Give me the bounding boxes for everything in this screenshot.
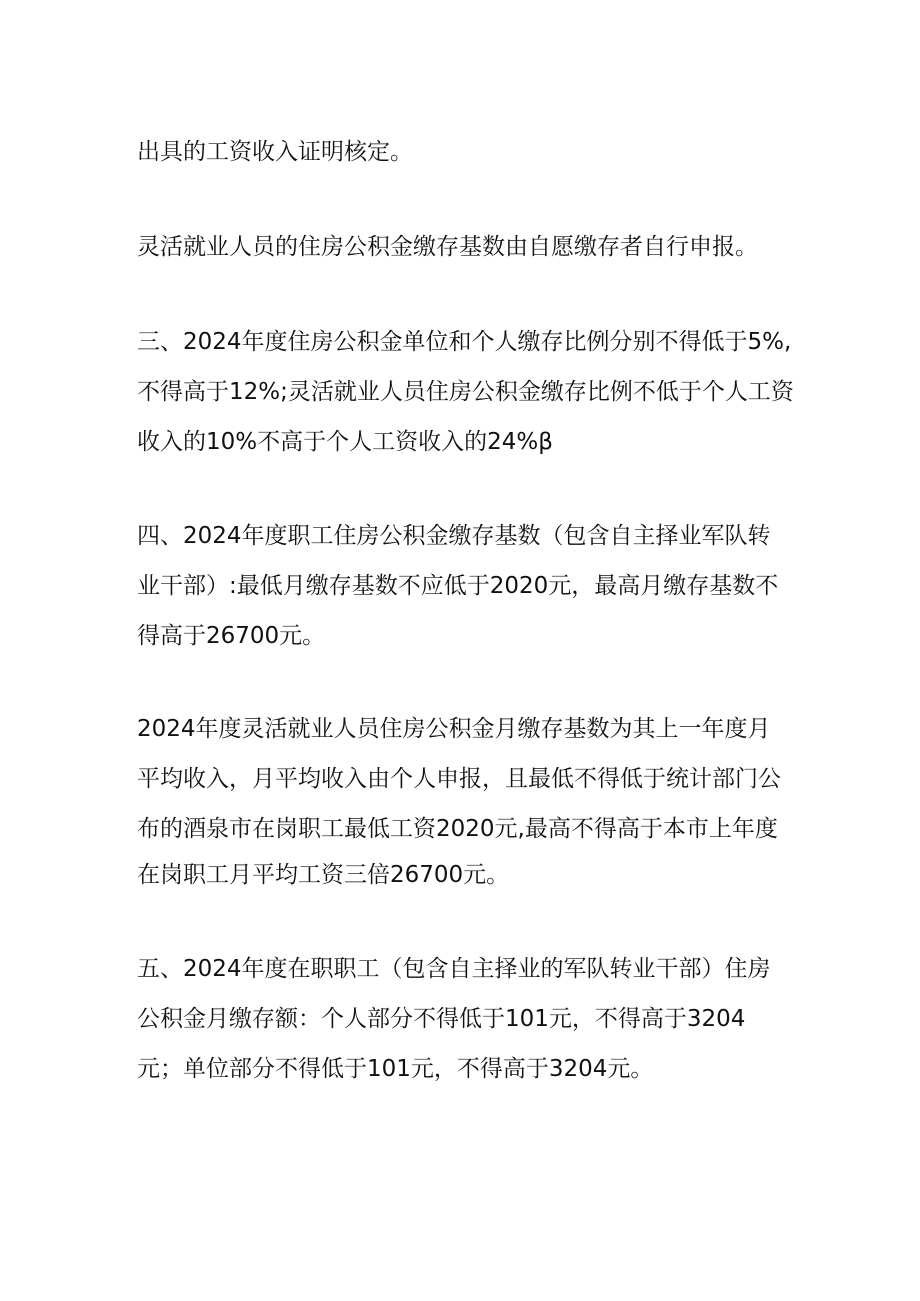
text-line-2: 灵活就业人员的住房公积金缴存基数由自愿缴存者自行申报。: [137, 234, 758, 260]
text-line-15: 元；单位部分不得低于101元，不得高于3204元。: [137, 1056, 654, 1082]
text-line-10: 平均收入，月平均收入由个人申报，且最低不得低于统计部门公: [137, 766, 781, 792]
text-line-8: 得高于26700元。: [137, 623, 326, 649]
text-line-14: 公积金月缴存额：个人部分不得低于101元，不得高于3204: [137, 1006, 746, 1032]
text-line-7: 业干部）:最低月缴存基数不应低于2020元，最高月缴存基数不: [137, 573, 779, 599]
text-line-5: 收入的10%不高于个人工资收入的24%β: [137, 429, 553, 455]
text-line-9: 2024年度灵活就业人员住房公积金月缴存基数为其上一年度月: [137, 716, 771, 742]
text-line-12: 在岗职工月平均工资三倍26700元。: [137, 862, 510, 888]
text-line-3: 三、2024年度住房公积金单位和个人缴存比例分别不得低于5%,: [137, 329, 792, 355]
text-line-6: 四、2024年度职工住房公积金缴存基数（包含自主择业军队转: [137, 523, 771, 549]
text-line-11: 布的酒泉市在岗职工最低工资2020元,最高不得高于本市上年度: [137, 816, 778, 842]
text-line-4: 不得高于12%;灵活就业人员住房公积金缴存比例不低于个人工资: [137, 379, 794, 405]
text-line-1: 出具的工资收入证明核定。: [137, 139, 413, 165]
text-line-13: 五、2024年度在职职工（包含自主择业的军队转业干部）住房: [137, 956, 771, 982]
